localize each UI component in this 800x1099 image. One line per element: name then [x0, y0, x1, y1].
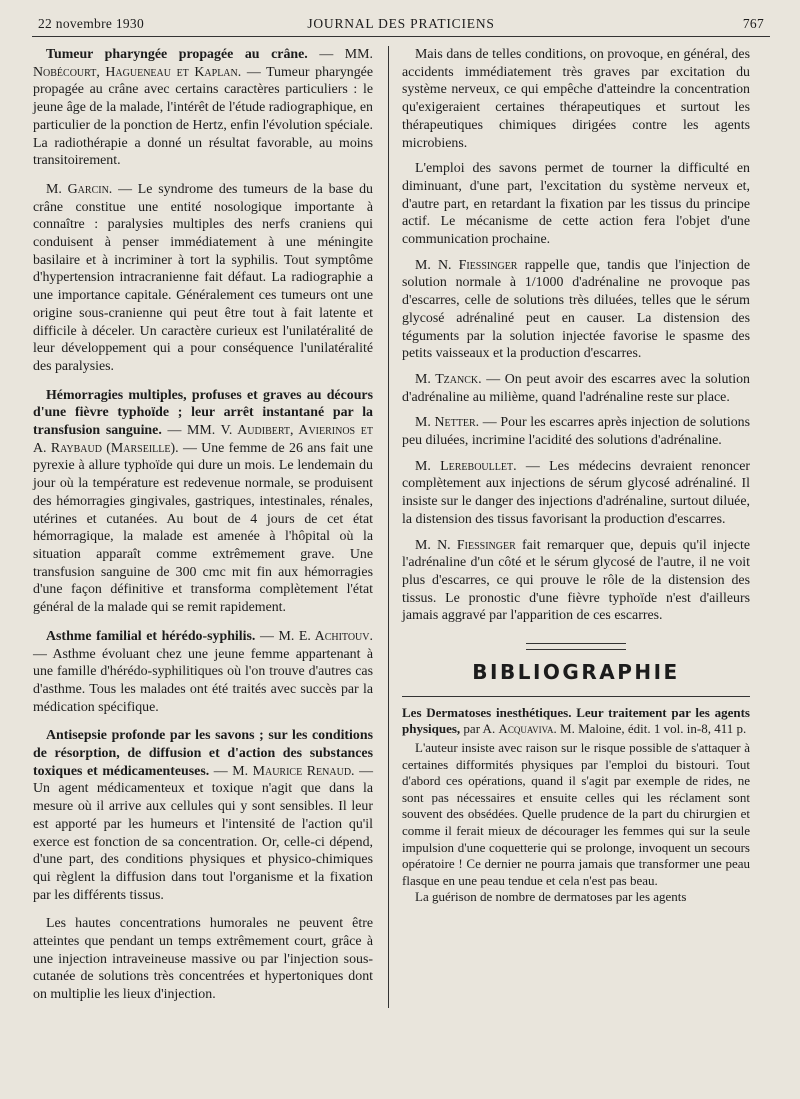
page-number: 767 [742, 16, 764, 31]
book-publisher: . M. Maloine, édit. 1 vol. in-8, 411 p. [553, 721, 747, 737]
bibliography-rule [402, 696, 750, 697]
paragraph-hautes-concentrations: Les hautes concentrations humorales ne peuvent être atteintes que pendant un temps extrêmement court, grâce à une injection intraveineuse massive ou par l'injection sous-cutanée de solutions très concentrées et hypertoniques dont on multiplie les lieux d'injection. [33, 916, 373, 1003]
speaker-name: M. Netter. [415, 415, 480, 431]
section-antisepsie [33, 727, 373, 904]
section-hemorragies [33, 387, 373, 617]
section-title: Asthme familial et hérédo-syphilis. [46, 628, 256, 644]
page-header [38, 14, 764, 36]
section-title: Hémorragies multiples, profuses et graves au décours d'une fièvre typhoïde ; leur arrêt instantané par la transfusion sanguine. [33, 387, 373, 439]
column-divider [388, 46, 389, 1008]
journal-title: JOURNAL DES PRATICIENS [307, 16, 495, 31]
paragraph-text: — On peut avoir des escarres avec la solution d'adrénaline au milième, quand l'adrénaline reste sur place. [402, 371, 750, 405]
right-column [402, 46, 750, 906]
section-asthme [33, 628, 373, 717]
book-ref-prefix: par A. [460, 721, 499, 737]
review-paragraph: L'auteur insiste avec raison sur le risque possible de s'attaquer à certaines difformités physiques par l'emploi du bistouri. Tout d'abord ces opérations, quand il s'agit par exemple de rides, ne sont pas nécessaires et ensuite celles qui les réclament sont souvent des obsédées. Quelle prudence de la part du chirurgien et comme il ferait mieux de décourager les femmes qui sur la seule impulsion d'une coquetterie qui se prolonge, invoquent un secours opératoire ! Ce dernier ne pourra jamais que transformer une peau flasque en une peau tendue et cela n'est pas beau. [402, 739, 750, 888]
section-authors: — MM. V. Audibert, Avierinos et A. Raybaud (Marseille). [33, 423, 373, 456]
paragraph-fiessinger-2 [402, 537, 750, 626]
left-column [33, 46, 373, 1015]
section-text: — Asthme évoluant chez une jeune femme appartenant à une famille d'hérédo-syphilitiques où l'on trouve d'autres cas d'asthme. Tous les malades ont été traités avec succès par la médication spécifique. [33, 646, 373, 715]
review-paragraph-continued: La guérison de nombre de dermatoses par les agents [415, 889, 687, 905]
issue-date: 22 novembre 1930 [38, 16, 145, 31]
section-title: Tumeur pharyngée propagée au crâne. [46, 47, 308, 62]
speaker-name: M. Tzanck. [415, 371, 482, 387]
book-author: Acquaviva [498, 721, 554, 737]
section-tumeur-pharyngee [33, 46, 373, 170]
paragraph-text: — Le syndrome des tumeurs de la base du crâne constitue une entité nosologique importante à connaître : paralysies multiples des nerfs craniens qui conduisent à penser immédiatement à une méningite basilaire et à incriminer à tort la syphilis. Tout symptôme d'hypertension intracranienne fait défaut. La radiographie a une importance capitale. Généralement ces tumeurs ont une origine sous-cranienne qui peut être tout à fait latente et difficile à déceler. Un caractère curieux est l'unilatéralité de leur développement qui a pour conséquence l'unilatéralité des paralysies. [33, 181, 373, 374]
bibliography-heading: BIBLIOGRAPHIE [472, 660, 680, 685]
paragraph-text: — Pour les escarres après injection de solutions peu diluées, incrimine l'acidité des solutions d'adrénaline. [402, 415, 750, 449]
bibliography-entry [402, 705, 750, 906]
paragraph-text: — Les médecins devraient renoncer complètement aux injections de sérum glycosé adrénaliné. Il insiste sur le danger des injections d'adrénaline, surtout diluée, la distension des tissus favorisant la production d'escarres. [402, 458, 750, 527]
section-text: — Une femme de 26 ans fait une pyrexie à allure typhoïde qui dure un mois. Le lendemain du jour où la température est redevenue normale, se produisent des hémorragies gingivales, gastriques, intestinales, rénales, utérines et cutanées. Au bout de 4 jours de cet état hémorragique, la malade est amenée à l'hôpital où la situation apparaît comme extrêmement grave. Une transfusion sanguine de 300 cmc mit fin aux hémorragies d'une façon définitive et transforma complètement l'état général de la malade qui se remit rapidement. [33, 440, 373, 616]
speaker-name: M. Garcin. [46, 181, 113, 197]
paragraph-tzanck [402, 371, 750, 406]
paragraph-text: fait remarquer que, depuis qu'il injecte l'adrénaline d'un côté et le sérum glycosé de l'autre, il ne voit plus d'escarres, ce qui prouve le rôle de la distension des tissus. Le pronostic d'une fièvre typhoïde n'est d'ailleurs jamais aggravé par l'apparition de ces escarres. [402, 537, 750, 624]
section-title: Antisepsie profonde par les savons ; sur les conditions de résorption, de diffusion et d'action des substances toxiques et médicamenteuses. [33, 728, 373, 779]
section-text: — Un agent médicamenteux et toxique n'agit que dans la mesure où il arrive aux cellules qui y sont sensibles. Il leur est apporté par les humeurs et l'intensité de l'action qu'il exerce est fonction de sa concentration. Or, celle-ci dépend, d'une part, des conditions physiques et physico-chimiques qui règlent la diffusion dans tout l'organisme et la fixation par les différents tissus. [33, 763, 373, 903]
paragraph-text: rappelle que, tandis que l'injection de solution normale à 1/1000 d'adrénaline ne provoque pas d'escarres, celle de solutions très diluées, telles que le sérum glycosé adrénaliné peut en causer. La distension des téguments par la solution injectée favorise le spasme des petits vaisseaux et la production d'escarres. [402, 257, 750, 362]
speaker-name: M. N. Fiessinger [415, 257, 518, 273]
section-authors: — M. E. Achitouv. [255, 628, 373, 644]
paragraph-savons: L'emploi des savons permet de tourner la difficulté en diminuant, d'une part, l'excitation du système nerveux et, d'autre part, en retardant la fixation par les tissus du principe actif. Le mécanisme de cette action fera l'objet d'une communication prochaine. [402, 161, 750, 248]
paragraph-fiessinger-1 [402, 257, 750, 363]
book-title: Les Dermatoses inesthétiques. Leur traitement par les agents physiques, [402, 704, 750, 737]
speaker-name: M. Lereboullet. [415, 458, 517, 474]
header-rule [32, 36, 770, 37]
paragraph-accidents: Mais dans de telles conditions, on provoque, en général, des accidents immédiatement très graves par excitation du système nerveux, ce qui empêche d'atteindre la concentration qu'exigeraient certaines thérapeutiques et surtout les thérapeutiques chimiques dirigées contre les agents microbiens. [402, 47, 750, 151]
paragraph-lereboullet [402, 458, 750, 529]
paragraph-netter [402, 414, 750, 449]
section-authors: — M. Maurice Renaud. [209, 763, 355, 779]
paragraph-garcin [33, 181, 373, 376]
book-reference [402, 705, 750, 738]
section-authors: — MM. Nobécourt, Hagueneau et Kaplan. [33, 47, 373, 80]
speaker-name: M. N. Fiessinger [415, 537, 516, 553]
section-text: — Tumeur pharyngée propagée au crâne avec certains caractères particuliers : le jeune âge de la malade, l'intérêt de l'étude radiographique, en particulier de la ponction de Hertz, enfin l'évolution spéciale. La radiothérapie a donné un résultat favorable, au moins transitoirement. [33, 64, 373, 169]
section-separator [526, 643, 626, 650]
